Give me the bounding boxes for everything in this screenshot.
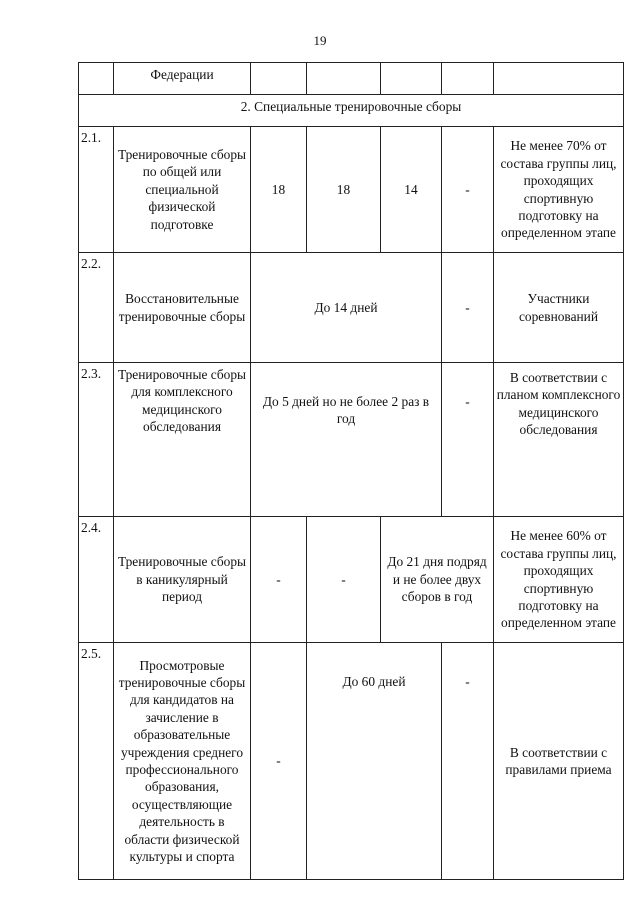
- value-cell: -: [442, 643, 494, 880]
- value-cell: -: [442, 253, 494, 363]
- value-cell: 14: [381, 127, 442, 253]
- note-cell: Не менее 70% от состава группы лиц, проходящих спортивную подготовку на определенном этапе: [494, 127, 624, 253]
- table-row: [79, 63, 624, 95]
- note-cell: В соответствии с планом комплексного медицинского обследования: [494, 363, 624, 517]
- note-cell: Не менее 60% от состава группы лиц, проходящих спортивную подготовку на определенном этапе: [494, 517, 624, 643]
- value-cell: -: [251, 517, 307, 643]
- row-number-cell: 2.4.: [79, 517, 114, 643]
- row-number-cell: 2.3.: [79, 363, 114, 517]
- row-number-cell: 2.1.: [79, 127, 114, 253]
- value-cell: -: [307, 517, 381, 643]
- value-cell: [442, 63, 494, 95]
- row-number-cell: 2.2.: [79, 253, 114, 363]
- table-row: [79, 127, 624, 253]
- duration-cell: До 5 дней но не более 2 раз в год: [251, 363, 442, 517]
- row-number-cell: [79, 63, 114, 95]
- value-cell: [307, 63, 381, 95]
- table-row: [79, 253, 624, 363]
- note-cell: Участники соревнований: [494, 253, 624, 363]
- camp-name-cell: Тренировочные сборы для комплексного медицинского обследования: [114, 363, 251, 517]
- training-camps-table: [78, 62, 624, 880]
- duration-cell: До 60 дней: [307, 643, 442, 880]
- value-cell: 18: [251, 127, 307, 253]
- section-heading: 2. Специальные тренировочные сборы: [79, 95, 624, 127]
- value-cell: -: [442, 127, 494, 253]
- page-number: 19: [313, 33, 327, 48]
- duration-cell: До 14 дней: [251, 253, 442, 363]
- camp-name-cell: Тренировочные сборы в каникулярный период: [114, 517, 251, 643]
- value-cell: [381, 63, 442, 95]
- value-cell: -: [251, 643, 307, 880]
- value-cell: [251, 63, 307, 95]
- value-cell: 18: [307, 127, 381, 253]
- table-row: [79, 517, 624, 643]
- camp-name-cell: Просмотровые тренировочные сборы для кандидатов на зачисление в образовательные учреждения среднего профессионального образования, осуществляющие деятельность в области физической культуры и спорта: [114, 643, 251, 880]
- section-heading-row: [79, 95, 624, 127]
- note-cell: В соответствии с правилами приема: [494, 643, 624, 880]
- table-row: [79, 643, 624, 880]
- table-row: [79, 363, 624, 517]
- value-cell: -: [442, 363, 494, 517]
- camp-name-cell: Тренировочные сборы по общей или специальной физической подготовке: [114, 127, 251, 253]
- camp-name-cell: Восстановительные тренировочные сборы: [114, 253, 251, 363]
- camp-name-cell: Федерации: [114, 63, 251, 95]
- duration-cell: До 21 дня подряд и не более двух сборов в год: [381, 517, 494, 643]
- row-number-cell: 2.5.: [79, 643, 114, 880]
- note-cell: [494, 63, 624, 95]
